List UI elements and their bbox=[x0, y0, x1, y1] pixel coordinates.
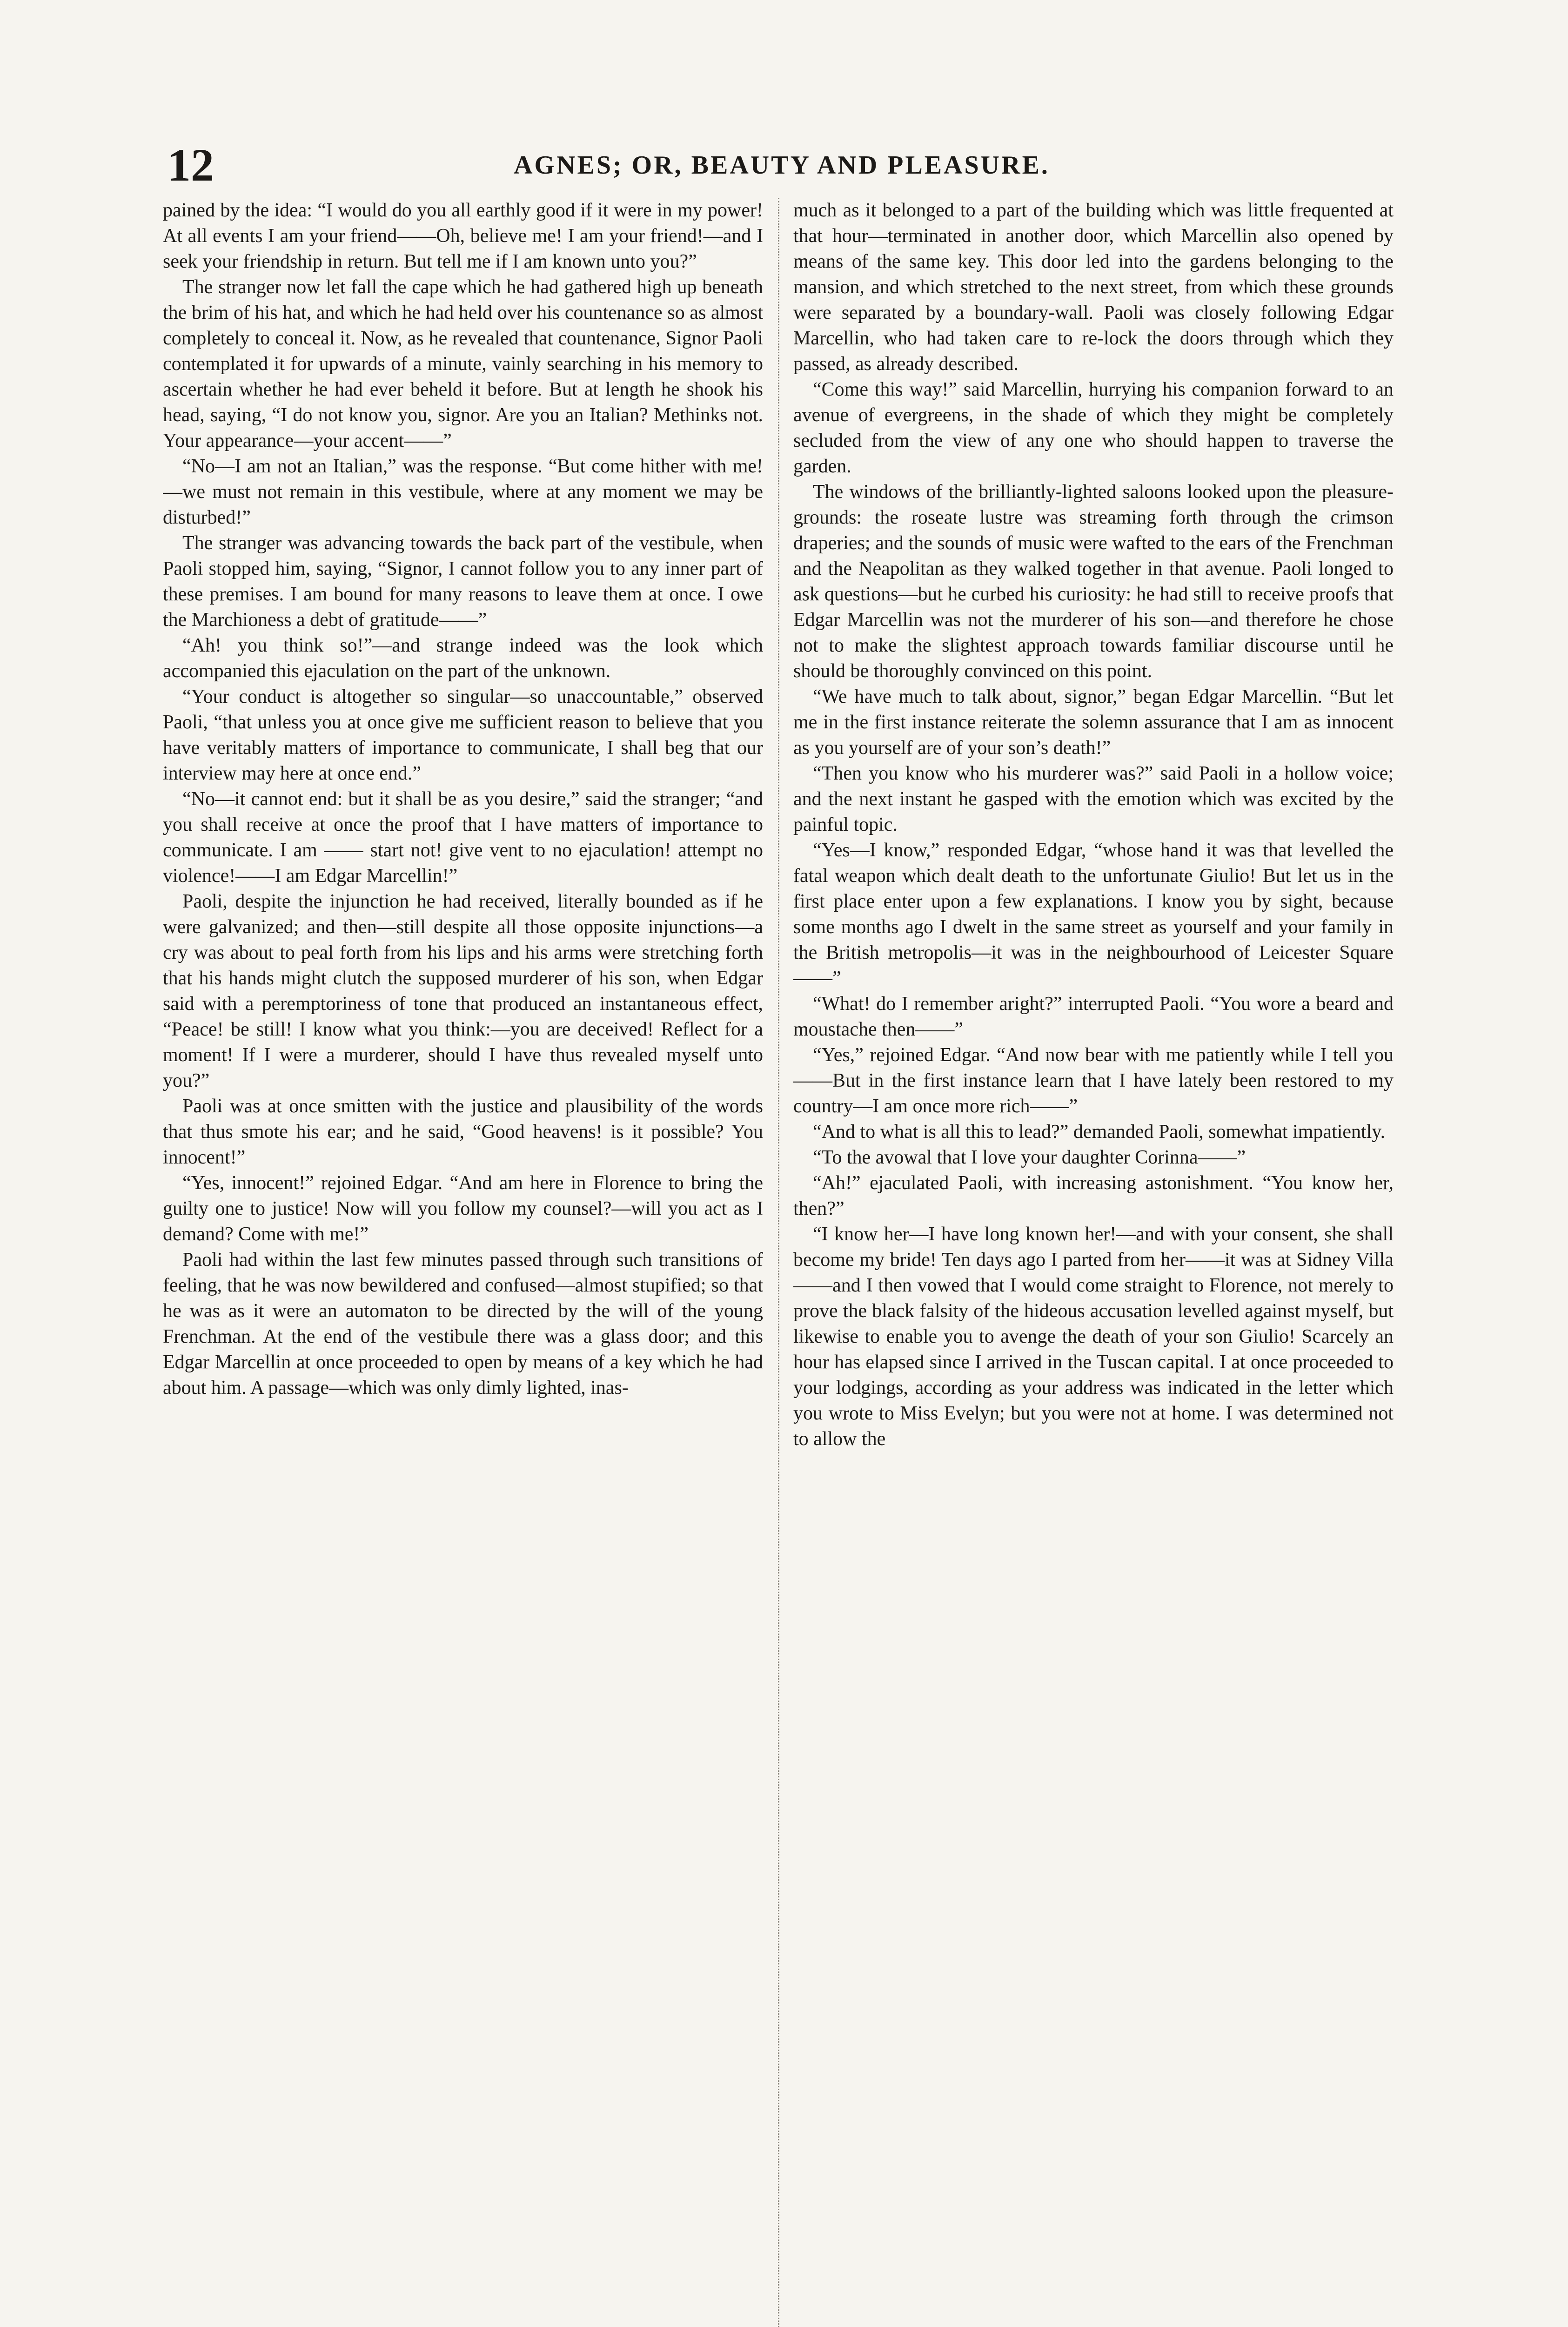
column-divider bbox=[778, 198, 779, 2327]
paragraph: “To the avowal that I love your daughter Corinna——” bbox=[813, 1147, 1246, 1168]
paragraph: The windows of the brilliantly-lighted saloons looked upon the pleasure-grounds: the roseate lustre was streaming forth through the crimson draperies; and the sounds of music were wafted to the ears of the Frenchman and the Neapolitan as they walked together in that avenue. Paoli longed to ask questions—but he curbed his curiosity: he had still to receive proofs that Edgar Marcellin was not the murderer of his son—and therefore he chose not to make the slightest approach towards familiar discourse until he should be thoroughly convinced on this point. bbox=[793, 481, 1394, 682]
running-title: AGNES; OR, BEAUTY AND PLEASURE. bbox=[514, 151, 1050, 180]
paragraph: “Yes—I know,” responded Edgar, “whose hand it was that levelled the fatal weapon which dealt death to the unfortunate Giulio! But let us in the first place enter upon a few explanations. I know you by sight, because some months ago I dwelt in the same street as yourself and your family in the British metropolis—it was in the neighbourhood of Leicester Square——” bbox=[793, 840, 1394, 989]
paragraph: pained by the idea: “I would do you all earthly good if it were in my power! At all events I am your friend——Oh, believe me! I am your friend!—and I seek your friendship in return. But tell me if I am known unto you?” bbox=[163, 200, 763, 272]
paragraph: “No—I am not an Italian,” was the response. “But come hither with me!—we must not remain in this vestibule, where at any moment we may be disturbed!” bbox=[163, 456, 763, 528]
paragraph: “What! do I remember aright?” interrupted Paoli. “You wore a beard and moustache then——” bbox=[793, 993, 1394, 1040]
paragraph: “Yes,” rejoined Edgar. “And now bear with me patiently while I tell you——But in the first instance learn that I have lately been restored to my country—I am once more rich——” bbox=[793, 1044, 1394, 1117]
paragraph: “No—it cannot end: but it shall be as you desire,” said the stranger; “and you shall receive at once the proof that I have matters of importance to communicate. I am —— start not! give vent to no ejaculation! attempt no violence!——I am Edgar Marcellin!” bbox=[163, 788, 763, 887]
paragraph: “Ah!” ejaculated Paoli, with increasing astonishment. “You know her, then?” bbox=[793, 1172, 1394, 1219]
paragraph: The stranger now let fall the cape which he had gathered high up beneath the brim of his hat, and which he had held over his countenance so as almost completely to conceal it. Now, as he revealed that countenance, Signor Paoli contemplated it for upwards of a minute, vainly searching in his memory to ascertain whether he had ever beheld it before. But at length he shook his head, saying, “I do not know you, signor. Are you an Italian? Methinks not. Your appearance—your accent——” bbox=[163, 276, 763, 451]
paragraph: Paoli was at once smitten with the justice and plausibility of the words that thus smote his ear; and he said, “Good heavens! is it possible? You innocent!” bbox=[163, 1096, 763, 1168]
paragraph: “And to what is all this to lead?” demanded Paoli, somewhat impatiently. bbox=[813, 1121, 1386, 1143]
paragraph: “Yes, innocent!” rejoined Edgar. “And am here in Florence to bring the guilty one to justice! Now will you follow my counsel?—will you act as I demand? Come with me!” bbox=[163, 1172, 763, 1245]
paragraph: “Your conduct is altogether so singular—so unaccountable,” observed Paoli, “that unless you at once give me sufficient reason to believe that you have veritably matters of importance to communicate, I shall beg that our interview may here at once end.” bbox=[163, 686, 763, 784]
paragraph: “We have much to talk about, signor,” began Edgar Marcellin. “But let me in the first instance reiterate the solemn assurance that I am as innocent as you yourself are of your son’s death!” bbox=[793, 686, 1394, 759]
paragraph: Paoli, despite the injunction he had received, literally bounded as if he were galvanized; and then—still despite all those opposite injunctions—a cry was about to peal forth from his lips and his arms were stretching forth that his hands might clutch the supposed murderer of his son, when Edgar said with a peremptoriness of tone that produced an instantaneous effect, “Peace! be still! I know what you think:—you are deceived! Reflect for a moment! If I were a murderer, should I have thus revealed myself unto you?” bbox=[163, 891, 763, 1091]
paragraph: “Ah! you think so!”—and strange indeed was the look which accompanied this ejaculation on the part of the unknown. bbox=[163, 635, 763, 682]
text-columns bbox=[163, 198, 1396, 2327]
page-header bbox=[168, 140, 1396, 191]
paragraph: The stranger was advancing towards the back part of the vestibule, when Paoli stopped him, saying, “Signor, I cannot follow you to any inner part of these premises. I am bound for many reasons to leave them at once. I owe the Marchioness a debt of gratitude——” bbox=[163, 532, 763, 631]
right-column bbox=[793, 198, 1394, 2327]
paragraph: “Then you know who his murderer was?” said Paoli in a hollow voice; and the next instant he gasped with the emotion which was excited by the painful topic. bbox=[793, 763, 1394, 835]
page-number: 12 bbox=[168, 139, 214, 191]
paragraph: much as it belonged to a part of the building which was little frequented at that hour—terminated in another door, which Marcellin also opened by means of the same key. This door led into the gardens belonging to the mansion, and which stretched to the next street, from which these grounds were separated by a boundary-wall. Paoli was closely following Edgar Marcellin, who had taken care to re-lock the doors through which they passed, as already described. bbox=[793, 200, 1394, 375]
paragraph: “Come this way!” said Marcellin, hurrying his companion forward to an avenue of evergreens, in the shade of which they might be completely secluded from the view of any one who should happen to traverse the garden. bbox=[793, 379, 1394, 477]
left-column bbox=[163, 198, 763, 2327]
paragraph: Paoli had within the last few minutes passed through such transitions of feeling, that he was now bewildered and confused—almost stupified; so that he was as it were an automaton to be directed by the will of the young Frenchman. At the end of the vestibule there was a glass door; and this Edgar Marcellin at once proceeded to open by means of a key which he had about him. A passage—which was only dimly lighted, inas- bbox=[163, 1249, 763, 1399]
paragraph: “I know her—I have long known her!—and with your consent, she shall become my bride! Ten days ago I parted from her——it was at Sidney Villa——and I then vowed that I would come straight to Florence, not merely to prove the black falsity of the hideous accusation levelled against myself, but likewise to enable you to avenge the death of your son Giulio! Scarcely an hour has elapsed since I arrived in the Tuscan capital. I at once proceeded to your lodgings, according as your address was indicated in the letter which you wrote to Miss Evelyn; but you were not at home. I was determined not to allow the bbox=[793, 1224, 1394, 1450]
